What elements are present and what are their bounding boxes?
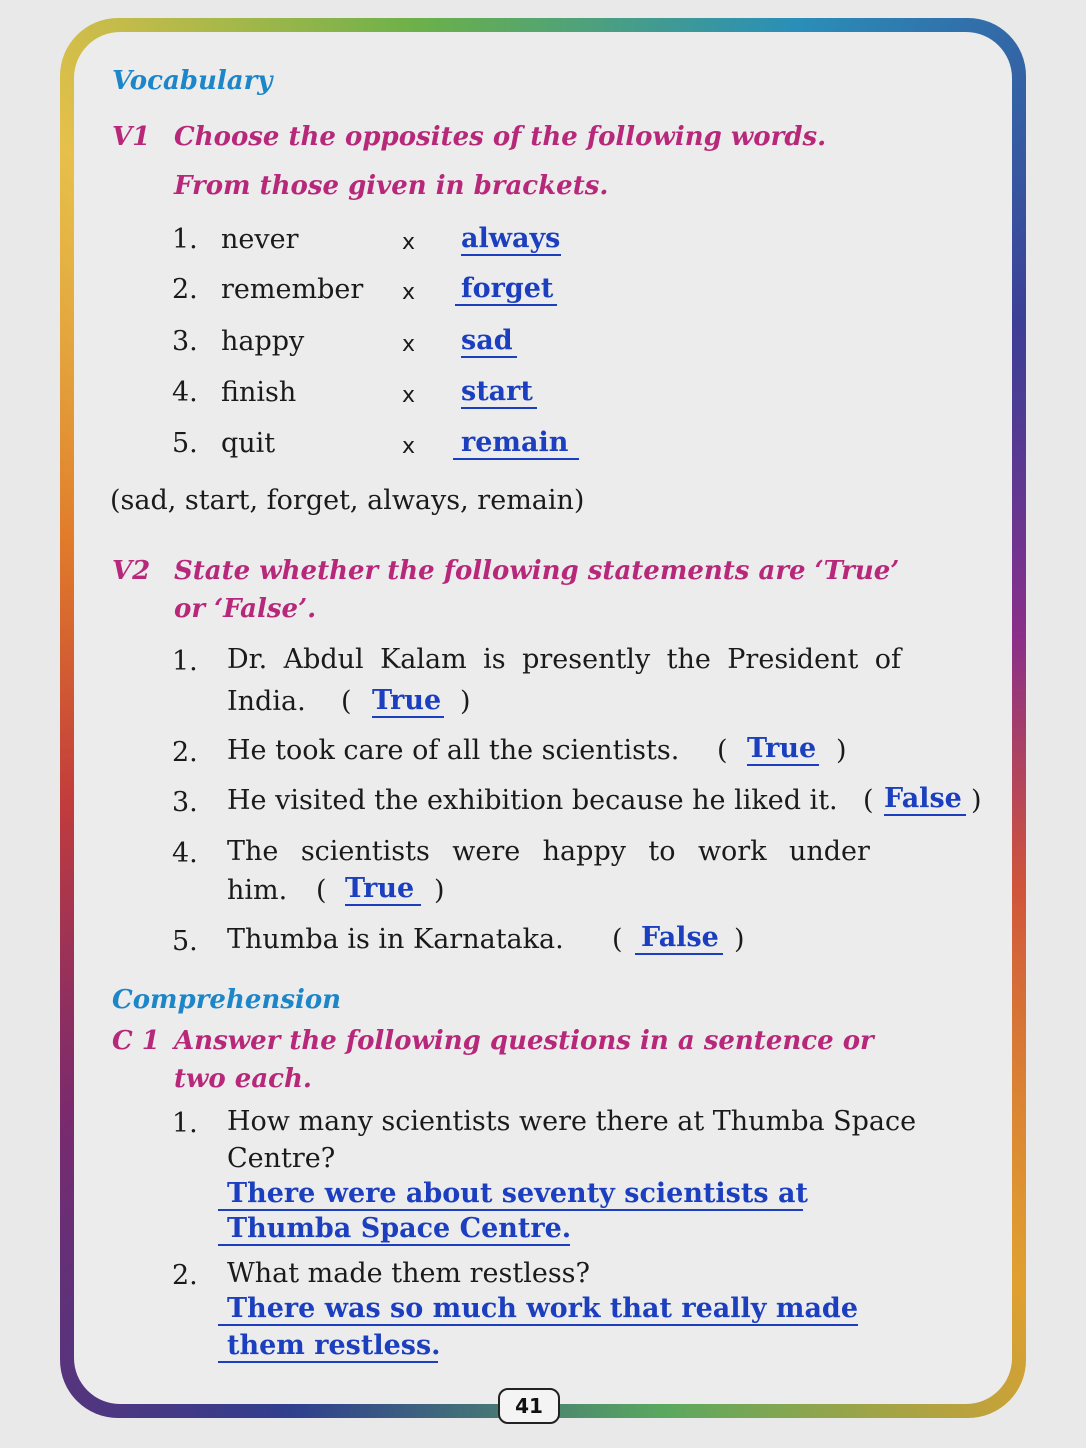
v2-item-text — [227, 836, 870, 867]
answer-paren-open: ( — [863, 785, 874, 816]
v1-item-number: 1. — [172, 224, 198, 255]
word: of — [874, 644, 901, 675]
v1-item-separator: x — [402, 434, 416, 459]
c1-answer-line2: them restless. — [218, 1331, 438, 1363]
v1-item-separator: x — [402, 280, 416, 305]
v2-item-answer: True — [372, 686, 444, 718]
word: the — [666, 644, 711, 675]
v2-item-number: 5. — [172, 926, 198, 957]
c1-item-number: 1. — [172, 1108, 198, 1139]
c1-instruction-line1: Answer the following questions in a sentence or — [174, 1026, 874, 1056]
v2-item-number: 4. — [172, 838, 198, 869]
v1-item-number: 3. — [172, 326, 198, 357]
word: work — [697, 836, 767, 867]
answer-paren-open: ( — [316, 875, 327, 906]
answer-paren-close: ) — [836, 735, 847, 766]
v2-item-text-line2: India. — [227, 686, 306, 717]
v1-item-separator: x — [402, 230, 416, 255]
v1-item-word: finish — [221, 377, 297, 408]
v2-instruction-line2: or ‘False’. — [174, 594, 317, 624]
word: President — [727, 644, 859, 675]
word: scientists — [300, 836, 430, 867]
c1-answer-line2: Thumba Space Centre. — [218, 1214, 570, 1246]
c1-question-line2: Centre? — [227, 1143, 336, 1174]
word: to — [648, 836, 676, 867]
v1-item-answer: remain — [453, 428, 579, 460]
answer-paren-close: ) — [734, 924, 745, 955]
v2-item-answer: False — [635, 923, 723, 955]
v2-item-text — [227, 644, 901, 675]
c1-item-number: 2. — [172, 1260, 198, 1291]
answer-paren-open: ( — [717, 735, 728, 766]
word: Dr. — [227, 644, 268, 675]
v1-item-number: 2. — [172, 274, 198, 305]
v1-item-word: happy — [221, 326, 305, 357]
v2-item-text-line1: He visited the exhibition because he liked it. — [227, 785, 838, 816]
v2-item-number: 1. — [172, 646, 198, 677]
word: happy — [542, 836, 626, 867]
word: under — [789, 836, 870, 867]
word: Abdul — [283, 644, 364, 675]
v2-item-answer: True — [747, 734, 819, 766]
v1-item-word: quit — [221, 428, 276, 459]
answer-paren-close: ) — [434, 875, 445, 906]
c1-instruction-line2: two each. — [174, 1064, 312, 1094]
v2-item-text-line1: Thumba is in Karnataka. — [227, 924, 564, 955]
v2-item-text-line2: him. — [227, 875, 288, 906]
v1-label: V1 — [112, 122, 151, 152]
word: is — [483, 644, 506, 675]
c1-label: C 1 — [112, 1026, 160, 1056]
v2-item-number: 2. — [172, 737, 198, 768]
c1-question-line1: What made them restless? — [227, 1258, 591, 1289]
word: The — [227, 836, 279, 867]
word: were — [452, 836, 521, 867]
answer-paren-open: ( — [341, 686, 352, 717]
page-number: 41 — [498, 1388, 560, 1424]
v1-item-answer: forget — [455, 274, 557, 306]
c1-answer-line1: There were about seventy scientists at — [218, 1179, 803, 1211]
v2-item-text-line1: He took care of all the scientists. — [227, 735, 680, 766]
v1-item-word: never — [221, 224, 299, 255]
v1-item-answer: sad — [461, 326, 517, 358]
v1-instruction-line2: From those given in brackets. — [174, 171, 609, 201]
c1-question-line1: How many scientists were there at Thumba Space — [227, 1106, 917, 1137]
word: Kalam — [380, 644, 467, 675]
section-title-vocabulary: Vocabulary — [112, 66, 273, 96]
answer-paren-open: ( — [612, 924, 623, 955]
v1-item-answer: always — [461, 223, 561, 254]
v1-item-separator: x — [402, 332, 416, 357]
v1-instruction-line1: Choose the opposites of the following words. — [174, 122, 827, 152]
v2-instruction-line1: State whether the following statements are ‘True’ — [174, 556, 900, 586]
v2-label: V2 — [112, 556, 151, 586]
v2-item-answer: True — [345, 874, 421, 906]
v1-item-number: 5. — [172, 428, 198, 459]
v2-item-number: 3. — [172, 787, 198, 818]
v1-options: (sad, start, forget, always, remain) — [110, 485, 585, 516]
v1-item-separator: x — [402, 383, 416, 408]
v1-item-answer: start — [461, 377, 537, 409]
c1-answer-line1: There was so much work that really made — [218, 1294, 858, 1326]
v1-item-number: 4. — [172, 377, 198, 408]
v1-item-word: remember — [221, 274, 364, 305]
v2-item-answer: False — [884, 784, 966, 816]
word: presently — [522, 644, 651, 675]
answer-paren-close: ) — [460, 686, 471, 717]
answer-paren-close: ) — [971, 785, 982, 816]
section-title-comprehension: Comprehension — [112, 985, 342, 1015]
